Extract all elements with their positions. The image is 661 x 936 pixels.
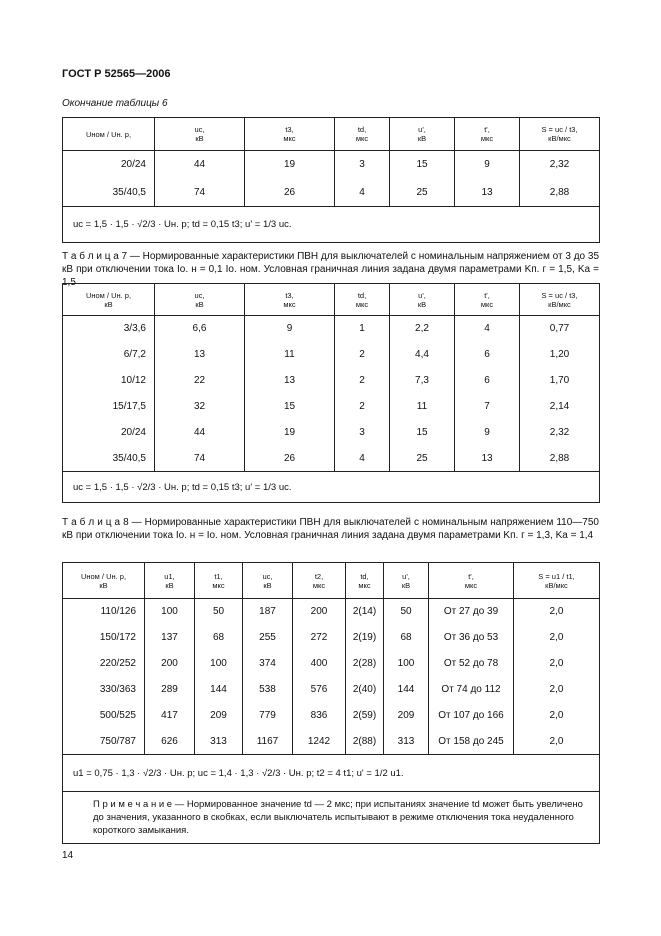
- table-cell: 26: [245, 179, 335, 207]
- table-row: [63, 677, 600, 703]
- table-cell: 2: [335, 342, 390, 368]
- table-cell: 26: [245, 446, 335, 472]
- table7-col-header: u', кВ: [390, 284, 455, 316]
- table-cell: От 27 до 39: [429, 599, 514, 625]
- table8-col-header: t1, мкс: [195, 563, 243, 599]
- table-cell: 417: [145, 703, 195, 729]
- table-cell: 313: [384, 729, 429, 755]
- table6-caption: Окончание таблицы 6: [62, 98, 168, 109]
- table8-col-header: td, мкс: [346, 563, 384, 599]
- table-cell: 13: [455, 179, 520, 207]
- table-cell: 110/126: [63, 599, 145, 625]
- table8-formula-row: [63, 755, 600, 792]
- table-cell: 13: [155, 342, 245, 368]
- table-row: [63, 342, 600, 368]
- table-row: [63, 625, 600, 651]
- table8-col-header: t', мкс: [429, 563, 514, 599]
- table-row: [63, 394, 600, 420]
- table-cell: 11: [245, 342, 335, 368]
- table-cell: 100: [384, 651, 429, 677]
- table-cell: 500/525: [63, 703, 145, 729]
- table-cell: 2(19): [346, 625, 384, 651]
- table-cell: 2(14): [346, 599, 384, 625]
- table-cell: 35/40,5: [63, 179, 155, 207]
- table-cell: 2,0: [514, 729, 600, 755]
- table-cell: 100: [195, 651, 243, 677]
- table-cell: 4: [335, 446, 390, 472]
- table7-col-header: t3, мкс: [245, 284, 335, 316]
- table-cell: 374: [243, 651, 293, 677]
- table-cell: 209: [195, 703, 243, 729]
- table-cell: 11: [390, 394, 455, 420]
- table-cell: 2,0: [514, 703, 600, 729]
- table6-header-row: [63, 118, 600, 151]
- table6-col-header: t3, мкс: [245, 118, 335, 151]
- table7-col-header: t', мкс: [455, 284, 520, 316]
- table-cell: 272: [293, 625, 346, 651]
- table-cell: 330/363: [63, 677, 145, 703]
- table-cell: 144: [384, 677, 429, 703]
- table-cell: 1167: [243, 729, 293, 755]
- table-cell: 13: [455, 446, 520, 472]
- table7: [62, 283, 600, 503]
- table-cell: 2: [335, 394, 390, 420]
- table-cell: 15: [390, 151, 455, 179]
- table-cell: 15: [390, 420, 455, 446]
- table-cell: 576: [293, 677, 346, 703]
- table-cell: 137: [145, 625, 195, 651]
- table-cell: 25: [390, 446, 455, 472]
- table6-formula-row: [63, 207, 600, 243]
- table-cell: 200: [145, 651, 195, 677]
- table-cell: 20/24: [63, 420, 155, 446]
- table-cell: 6: [455, 368, 520, 394]
- table-cell: 200: [293, 599, 346, 625]
- table-cell: 15/17,5: [63, 394, 155, 420]
- table-cell: 313: [195, 729, 243, 755]
- table-cell: 35/40,5: [63, 446, 155, 472]
- table7-col-header: td, мкс: [335, 284, 390, 316]
- table-cell: 836: [293, 703, 346, 729]
- table-cell: 74: [155, 446, 245, 472]
- table-row: [63, 599, 600, 625]
- table-cell: 1,20: [520, 342, 600, 368]
- table-cell: 779: [243, 703, 293, 729]
- table8-note: П р и м е ч а н и е — Нормированное значение td — 2 мкс; при испытаниях значение td может быть увеличено до значения, указанного в скобках, если выключатель испытывают в режиме отключения тока неудаленного короткого замыкания.: [63, 792, 600, 844]
- table-row: [63, 651, 600, 677]
- table-cell: 3: [335, 420, 390, 446]
- table-cell: 2,32: [520, 151, 600, 179]
- table-cell: 44: [155, 420, 245, 446]
- table-cell: 220/252: [63, 651, 145, 677]
- table-cell: 6: [455, 342, 520, 368]
- table-cell: 0,77: [520, 316, 600, 342]
- table-cell: 626: [145, 729, 195, 755]
- table-cell: 6,6: [155, 316, 245, 342]
- table6-col-header: t', мкс: [455, 118, 520, 151]
- table-cell: 7: [455, 394, 520, 420]
- table-cell: 2: [335, 368, 390, 394]
- table-cell: 22: [155, 368, 245, 394]
- table-cell: 1,70: [520, 368, 600, 394]
- table6: [62, 117, 600, 243]
- table-cell: 2,0: [514, 651, 600, 677]
- table8-col-header: u1, кВ: [145, 563, 195, 599]
- table-cell: 74: [155, 179, 245, 207]
- table-cell: 2,0: [514, 677, 600, 703]
- table8-col-header: u', кВ: [384, 563, 429, 599]
- table8-formula: u1 = 0,75 · 1,3 · √2/3 · Uн. р; uc = 1,4 · 1,3 · √2/3 · Uн. р; t2 = 4 t1; u' = 1/2 u1.: [63, 755, 600, 792]
- table-cell: 4,4: [390, 342, 455, 368]
- table-cell: 209: [384, 703, 429, 729]
- table8-col-header: Uном / Uн. р, кВ: [63, 563, 145, 599]
- table-cell: 68: [195, 625, 243, 651]
- table6-col-header: uc, кВ: [155, 118, 245, 151]
- table-cell: 2,2: [390, 316, 455, 342]
- table7-caption: Т а б л и ц а 7 — Нормированные характеристики ПВН для выключателей с номинальным напряжением от 3 до 35 кВ при отключении тока Iо. н = 0,1 Iо. ном. Условная граничная линия задана двумя параметрами Kп. г = 1,5, Kа = 1,5: [62, 251, 600, 288]
- table-row: [63, 179, 600, 207]
- table6-formula: uc = 1,5 · 1,5 · √2/3 · Uн. р; td = 0,15 t3; u' = 1/3 uc.: [63, 207, 600, 243]
- table8-col-header: S = u1 / t1, кВ/мкс: [514, 563, 600, 599]
- table-cell: 144: [195, 677, 243, 703]
- table-row: [63, 420, 600, 446]
- table-cell: 6/7,2: [63, 342, 155, 368]
- table-cell: 50: [195, 599, 243, 625]
- table-cell: От 158 до 245: [429, 729, 514, 755]
- table-cell: 13: [245, 368, 335, 394]
- table-cell: 9: [245, 316, 335, 342]
- table-cell: 187: [243, 599, 293, 625]
- table-cell: От 74 до 112: [429, 677, 514, 703]
- table-cell: 1: [335, 316, 390, 342]
- table8-note-row: [63, 792, 600, 844]
- table-cell: 2(59): [346, 703, 384, 729]
- table-cell: 750/787: [63, 729, 145, 755]
- table8-col-header: t2, мкс: [293, 563, 346, 599]
- table7-formula: uc = 1,5 · 1,5 · √2/3 · Uн. р; td = 0,15 t3; u' = 1/3 uc.: [63, 472, 600, 503]
- table-cell: 2(28): [346, 651, 384, 677]
- table7-header-row: [63, 284, 600, 316]
- table6-col-header: td, мкс: [335, 118, 390, 151]
- table8-col-header: uc, кВ: [243, 563, 293, 599]
- table-cell: 2,14: [520, 394, 600, 420]
- table-cell: 7,3: [390, 368, 455, 394]
- table7-formula-row: [63, 472, 600, 503]
- table-cell: 9: [455, 151, 520, 179]
- table-cell: 19: [245, 420, 335, 446]
- table-cell: 68: [384, 625, 429, 651]
- table-row: [63, 446, 600, 472]
- table-row: [63, 703, 600, 729]
- table-cell: 4: [335, 179, 390, 207]
- table-cell: 2,88: [520, 179, 600, 207]
- table6-col-header: S = uc / t3, кВ/мкс: [520, 118, 600, 151]
- table-cell: 10/12: [63, 368, 155, 394]
- table-cell: От 52 до 78: [429, 651, 514, 677]
- table6-col-header: u', кВ: [390, 118, 455, 151]
- table-cell: 1242: [293, 729, 346, 755]
- table-cell: 3/3,6: [63, 316, 155, 342]
- standard-header: ГОСТ Р 52565—2006: [62, 68, 171, 80]
- table-cell: 2,32: [520, 420, 600, 446]
- table-cell: 50: [384, 599, 429, 625]
- table-cell: 289: [145, 677, 195, 703]
- table-cell: 2(40): [346, 677, 384, 703]
- table-cell: 2,88: [520, 446, 600, 472]
- table8: [62, 562, 600, 844]
- table-cell: 15: [245, 394, 335, 420]
- table7-col-header: S = uc / t3, кВ/мкс: [520, 284, 600, 316]
- table-row: [63, 368, 600, 394]
- table-cell: 4: [455, 316, 520, 342]
- table-cell: 2,0: [514, 625, 600, 651]
- table7-col-header: uc, кВ: [155, 284, 245, 316]
- table6-col-header: Uном / Uн. р,: [63, 118, 155, 151]
- table-cell: 9: [455, 420, 520, 446]
- table-cell: 32: [155, 394, 245, 420]
- table7-col-header: Uном / Uн. р, кВ: [63, 284, 155, 316]
- table-cell: 2(88): [346, 729, 384, 755]
- table-cell: 44: [155, 151, 245, 179]
- table-cell: От 36 до 53: [429, 625, 514, 651]
- table-row: [63, 729, 600, 755]
- page-number: 14: [62, 850, 74, 861]
- table-cell: 3: [335, 151, 390, 179]
- table8-caption: Т а б л и ц а 8 — Нормированные характеристики ПВН для выключателей с номинальным напряжением 110—750 кВ при отключении тока Iо. н = Iо. ном. Условная граничная линия задана двумя параметрами Kп. г = 1,3, Kа = 1,4: [62, 517, 599, 541]
- table-cell: 400: [293, 651, 346, 677]
- table-row: [63, 316, 600, 342]
- table-cell: 255: [243, 625, 293, 651]
- table-cell: От 107 до 166: [429, 703, 514, 729]
- table-cell: 25: [390, 179, 455, 207]
- table-row: [63, 151, 600, 179]
- table-cell: 100: [145, 599, 195, 625]
- table-cell: 538: [243, 677, 293, 703]
- table8-header-row: [63, 563, 600, 599]
- table-cell: 2,0: [514, 599, 600, 625]
- table-cell: 19: [245, 151, 335, 179]
- table-cell: 150/172: [63, 625, 145, 651]
- table-cell: 20/24: [63, 151, 155, 179]
